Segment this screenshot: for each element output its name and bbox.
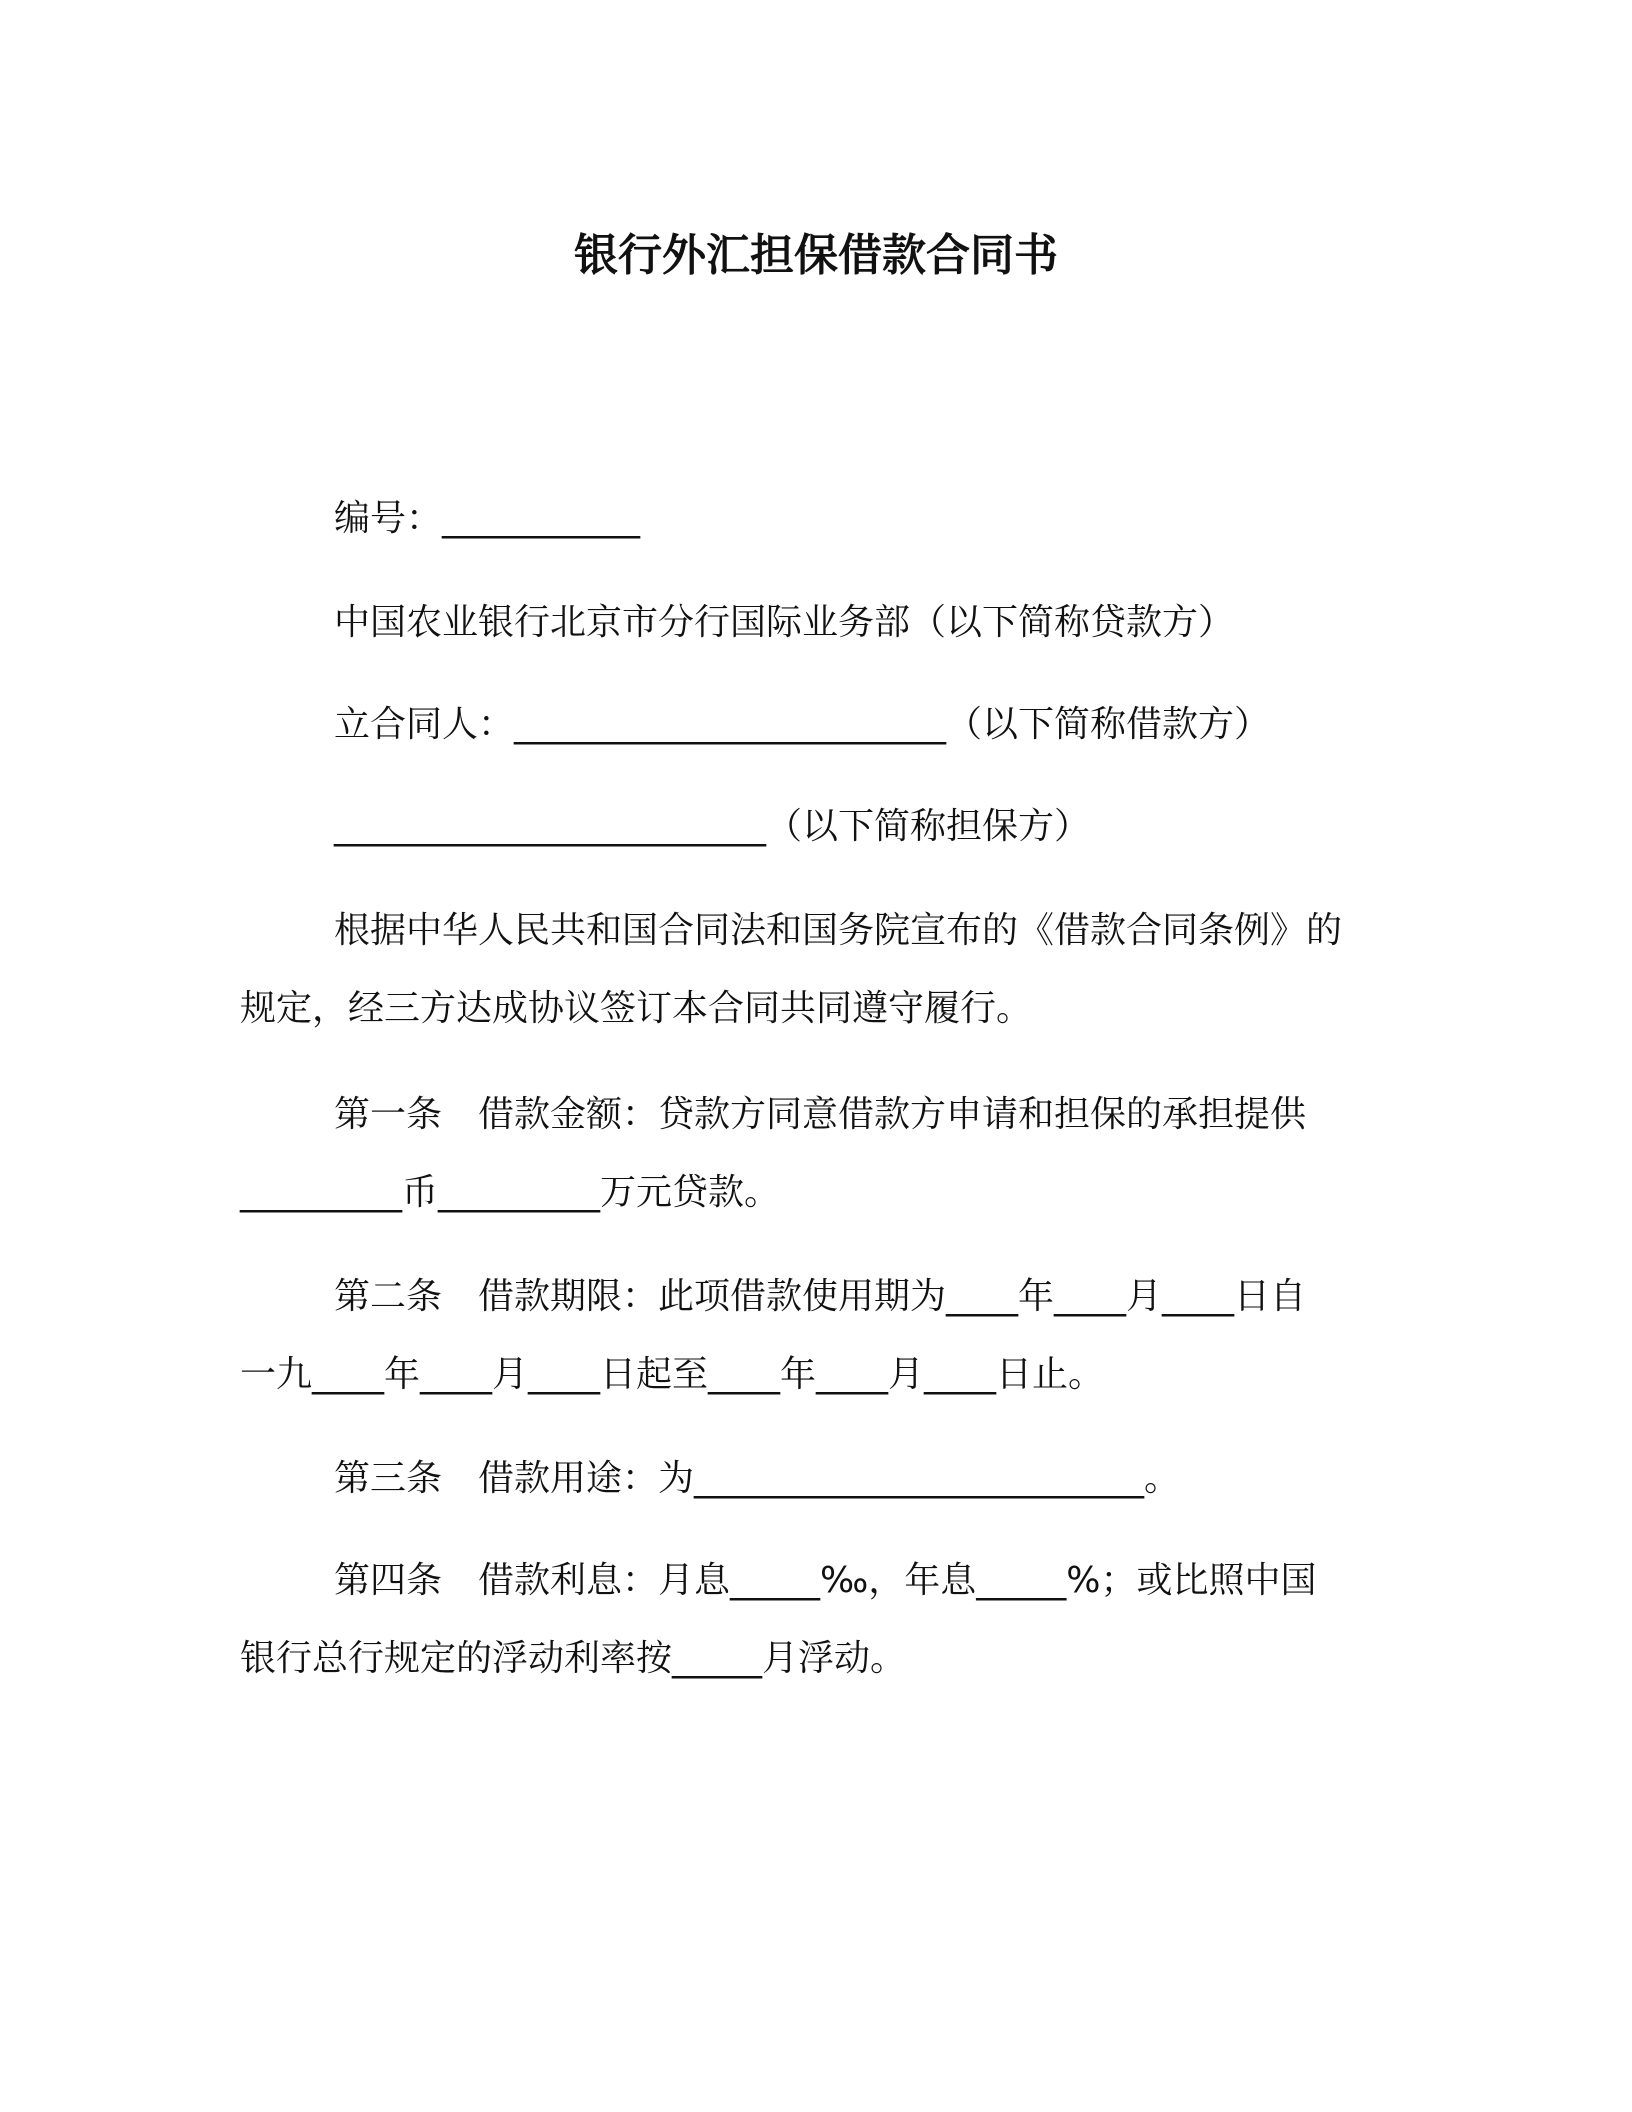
- article-4-line-1: 第四条 借款利息：月息_____‰，年息_____%；或比照中国: [334, 1560, 1317, 1601]
- lender-line: 中国农业银行北京市分行国际业务部（以下简称贷款方）: [334, 602, 1235, 643]
- preamble-line-2: 规定，经三方达成协议签订本合同共同遵守履行。: [240, 988, 1033, 1029]
- contract-number-line: 编号：___________: [334, 498, 641, 539]
- borrower-line: 立合同人：________________________（以下简称借款方）: [334, 704, 1271, 745]
- article-4-line-2: 银行总行规定的浮动利率按_____月浮动。: [240, 1638, 907, 1679]
- article-1-line-2: _________币_________万元贷款。: [240, 1172, 781, 1213]
- article-2-line-2: 一九____年____月____日起至____年____月____日止。: [240, 1354, 1105, 1395]
- guarantor-line: ________________________（以下简称担保方）: [334, 806, 1091, 847]
- document-title: 银行外汇担保借款合同书: [574, 230, 1058, 281]
- article-1-line-1: 第一条 借款金额：贷款方同意借款方申请和担保的承担提供: [334, 1094, 1307, 1135]
- article-3-line: 第三条 借款用途：为_________________________。: [334, 1458, 1181, 1499]
- article-2-line-1: 第二条 借款期限：此项借款使用期为____年____月____日自: [334, 1276, 1307, 1317]
- preamble-line-1: 根据中华人民共和国合同法和国务院宣布的《借款合同条例》的: [334, 910, 1343, 951]
